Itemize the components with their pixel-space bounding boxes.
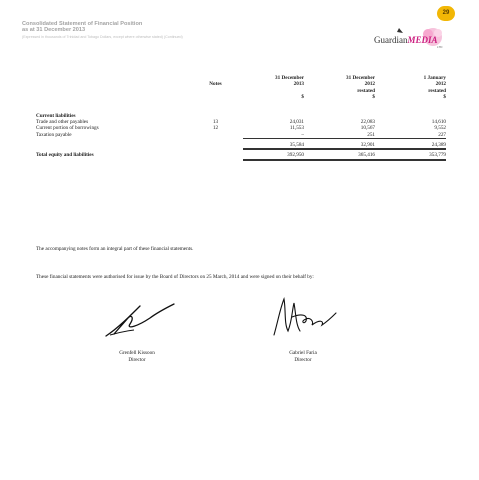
total-row: Total equity and liabilities 392,950 365,416 353,779 (36, 152, 446, 159)
table-header-row-3: restated restated (357, 87, 446, 94)
statement-subtitle: (Expressed in thousands of Trinidad and Tobago Dollars, except where otherwise stated) (Continued) (22, 35, 183, 39)
page-number-badge: 29 (437, 6, 455, 21)
statement-title (22, 21, 142, 34)
col-2013-header: 31 December (275, 75, 304, 81)
table-row: Taxation payable – 251 227 (36, 131, 446, 138)
signature-kissoon (100, 298, 180, 343)
subtotal-row: 35,584 32,901 24,389 (36, 142, 446, 149)
signatory-kissoon: Grenfell Kissoon Director (119, 350, 155, 363)
section-title: Current liabilities (36, 112, 76, 119)
table-header-row-2: Notes 2013 2012 2012 (36, 81, 446, 87)
total-label: Total equity and liabilities (36, 152, 94, 159)
notes-statement: The accompanying notes form an integral part of these financial statements. (36, 246, 194, 252)
authorisation-statement: These financial statements were authorised for issue by the Board of Directors on 25 March, 2014 and were signed on their behalf by: (36, 274, 314, 280)
notes-header: Notes (209, 81, 222, 88)
logo-ltd: LTD (437, 45, 443, 49)
table-header-currency-row: $ $ $ (301, 94, 446, 101)
signatory-faria: Gabriel Faria Director (289, 350, 317, 363)
col-2012-header: 31 December (346, 75, 375, 81)
title-line-1: Consolidated Statement of Financial Position (22, 21, 143, 27)
logo-wordmark: GuardianMEDIA (374, 35, 438, 45)
liabilities-table (36, 75, 446, 161)
table-row: Current portion of borrowings 12 11,553 10,567 9,552 (36, 125, 446, 132)
title-line-2: as at 31 December 2013 (22, 27, 86, 34)
guardian-media-logo (371, 24, 451, 54)
col-jan-2012-header: 1 January (423, 75, 446, 81)
signature-faria (262, 291, 342, 341)
table-row: Trade and other payables 13 24,031 22,083 14,610 (36, 119, 446, 126)
